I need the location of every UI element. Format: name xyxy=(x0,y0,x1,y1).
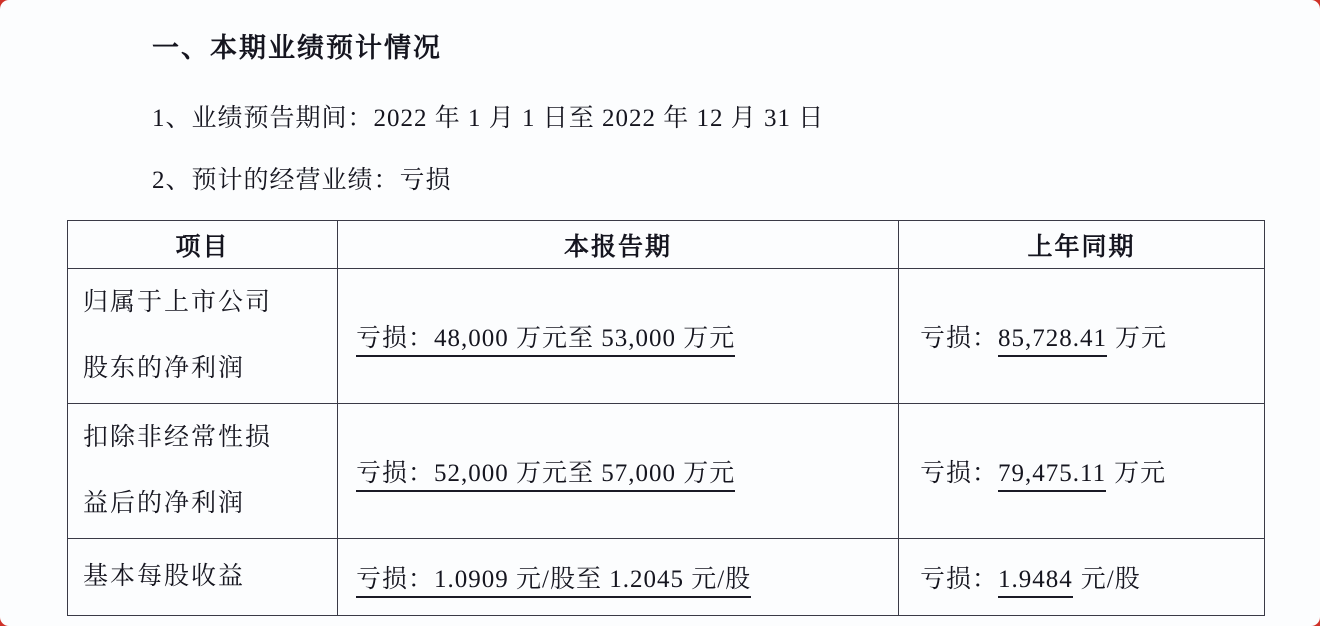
table-header-row xyxy=(68,221,1265,269)
loss-label: 亏损： xyxy=(920,566,999,593)
loss-label: 亏损： xyxy=(920,460,999,487)
unit-label: 万元 xyxy=(1115,325,1168,352)
prior-period-cell-net-profit xyxy=(899,269,1265,404)
item-cell-net-profit xyxy=(68,269,338,404)
loss-range-value: 亏损：48,000 万元至 53,000 万元 xyxy=(356,325,735,357)
section-title: 一、本期业绩预计情况 xyxy=(152,33,442,63)
prior-period-cell-basic-eps xyxy=(899,539,1265,616)
loss-amount: 85,728.41 xyxy=(998,325,1107,357)
current-period-cell-deducted-net-profit xyxy=(338,404,899,539)
item-line: 股东的净利润 xyxy=(83,355,246,382)
table-row-basic-eps xyxy=(68,539,1265,616)
loss-range-value: 亏损：52,000 万元至 57,000 万元 xyxy=(356,460,735,492)
unit-label: 元/股 xyxy=(1080,566,1141,593)
current-period-cell-net-profit xyxy=(338,269,899,404)
paragraph-forecast-period: 1、业绩预告期间：2022 年 1 月 1 日至 2022 年 12 月 31 日 xyxy=(152,105,825,132)
table-row-net-profit xyxy=(68,269,1265,404)
item-line: 扣除非经常性损 xyxy=(83,424,273,451)
unit-label: 万元 xyxy=(1114,460,1167,487)
item-cell-deducted-net-profit xyxy=(68,404,338,539)
prior-period-cell-deducted-net-profit xyxy=(899,404,1265,539)
current-period-cell-basic-eps xyxy=(338,539,899,616)
item-line: 基本每股收益 xyxy=(83,563,246,590)
table-row-deducted-net-profit xyxy=(68,404,1265,539)
item-line: 归属于上市公司 xyxy=(83,289,273,316)
header-cell-item: 项目 xyxy=(68,221,338,269)
loss-range-value: 亏损：1.0909 元/股至 1.2045 元/股 xyxy=(356,566,751,598)
header-cell-current-period: 本报告期 xyxy=(338,221,899,269)
header-cell-prior-period: 上年同期 xyxy=(899,221,1265,269)
item-cell-basic-eps xyxy=(68,539,338,616)
item-line: 益后的净利润 xyxy=(83,490,246,517)
loss-amount: 1.9484 xyxy=(998,566,1073,598)
loss-amount: 79,475.11 xyxy=(998,460,1106,492)
paragraph-expected-result: 2、预计的经营业绩：亏损 xyxy=(152,167,452,194)
loss-label: 亏损： xyxy=(920,325,999,352)
performance-forecast-table xyxy=(67,220,1265,616)
